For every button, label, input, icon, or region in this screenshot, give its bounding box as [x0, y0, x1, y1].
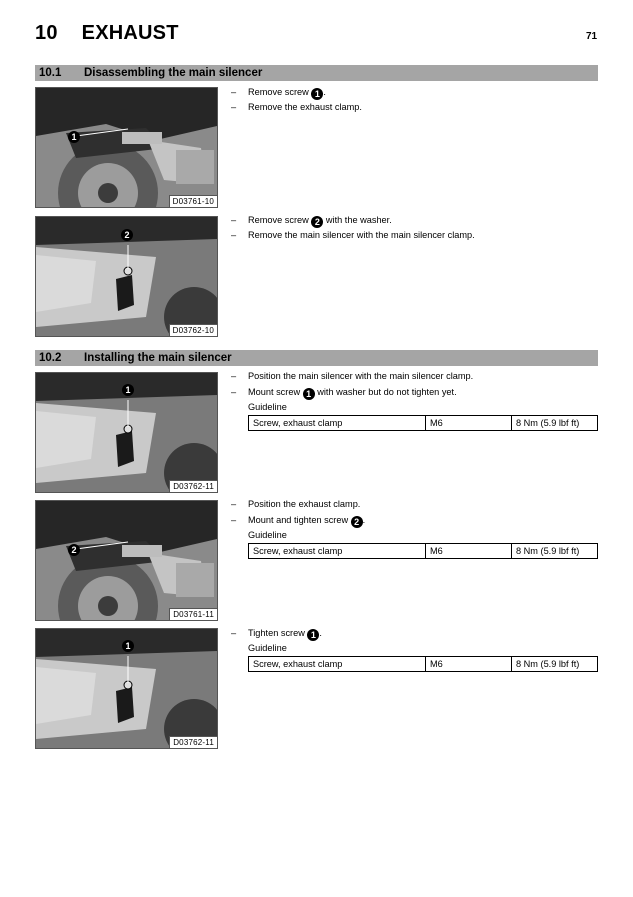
figure-code: D03761-11: [169, 608, 217, 620]
step-item: – Remove screw 1 .: [231, 87, 326, 99]
step-item: – Tighten screw 1 .: [231, 628, 322, 640]
section-title: Installing the main silencer: [84, 352, 232, 364]
figure-exhaust-clamp: [35, 500, 218, 621]
table-cell-torque: 8 Nm (5.9 lbf ft): [512, 416, 598, 431]
figure-silencer-screw: [35, 372, 218, 493]
step-item: – Mount screw 1 with washer but do not tighten yet.: [231, 387, 457, 399]
callout-marker: 2: [351, 516, 363, 528]
figure-code: D03762-10: [169, 324, 217, 336]
callout-marker: 2: [121, 229, 133, 241]
table-row: [249, 544, 598, 559]
section-title: Disassembling the main silencer: [84, 67, 263, 79]
section-heading-10-2: [35, 350, 598, 366]
figure-code: D03761-10: [169, 195, 217, 207]
step-item: – Position the exhaust clamp.: [231, 499, 361, 509]
callout-marker: 1: [122, 384, 134, 396]
torque-table: [248, 656, 598, 672]
step-item: – Remove the main silencer with the main silencer clamp.: [231, 230, 475, 240]
chapter-number: 10: [35, 22, 58, 44]
guideline-label: Guideline: [248, 530, 287, 540]
callout-marker: 1: [307, 629, 319, 641]
table-cell-thread: M6: [426, 657, 512, 672]
chapter-title: EXHAUST: [81, 22, 179, 44]
table-cell-item: Screw, exhaust clamp: [249, 416, 426, 431]
table-cell-torque: 8 Nm (5.9 lbf ft): [512, 657, 598, 672]
figure-silencer-screw: [35, 628, 218, 749]
table-cell-thread: M6: [426, 416, 512, 431]
step-item: – Position the main silencer with the main silencer clamp.: [231, 371, 474, 381]
page-number: 71: [586, 31, 598, 42]
step-item: – Remove the exhaust clamp.: [231, 102, 362, 112]
section-number: 10.1: [39, 67, 62, 79]
table-cell-item: Screw, exhaust clamp: [249, 657, 426, 672]
section-heading-10-1: [35, 65, 598, 81]
guideline-label: Guideline: [248, 643, 287, 653]
callout-marker: 1: [303, 388, 315, 400]
table-cell-item: Screw, exhaust clamp: [249, 544, 426, 559]
torque-table: [248, 543, 598, 559]
step-item: – Remove screw 2 with the washer.: [231, 215, 392, 227]
figure-silencer-screw: [35, 216, 218, 337]
torque-table: [248, 415, 598, 431]
figure-code: D03762-11: [169, 480, 217, 492]
step-item: – Mount and tighten screw 2 .: [231, 515, 366, 527]
guideline-label: Guideline: [248, 402, 287, 412]
chapter-heading: [35, 22, 179, 45]
table-row: [249, 657, 598, 672]
callout-marker: 2: [311, 216, 323, 228]
callout-marker: 1: [311, 88, 323, 100]
table-cell-thread: M6: [426, 544, 512, 559]
figure-exhaust-clamp: [35, 87, 218, 208]
figure-code: D03762-11: [169, 736, 217, 748]
table-cell-torque: 8 Nm (5.9 lbf ft): [512, 544, 598, 559]
section-number: 10.2: [39, 352, 62, 364]
callout-marker: 1: [122, 640, 134, 652]
table-row: [249, 416, 598, 431]
callout-marker: 1: [68, 131, 80, 143]
callout-marker: 2: [68, 544, 80, 556]
